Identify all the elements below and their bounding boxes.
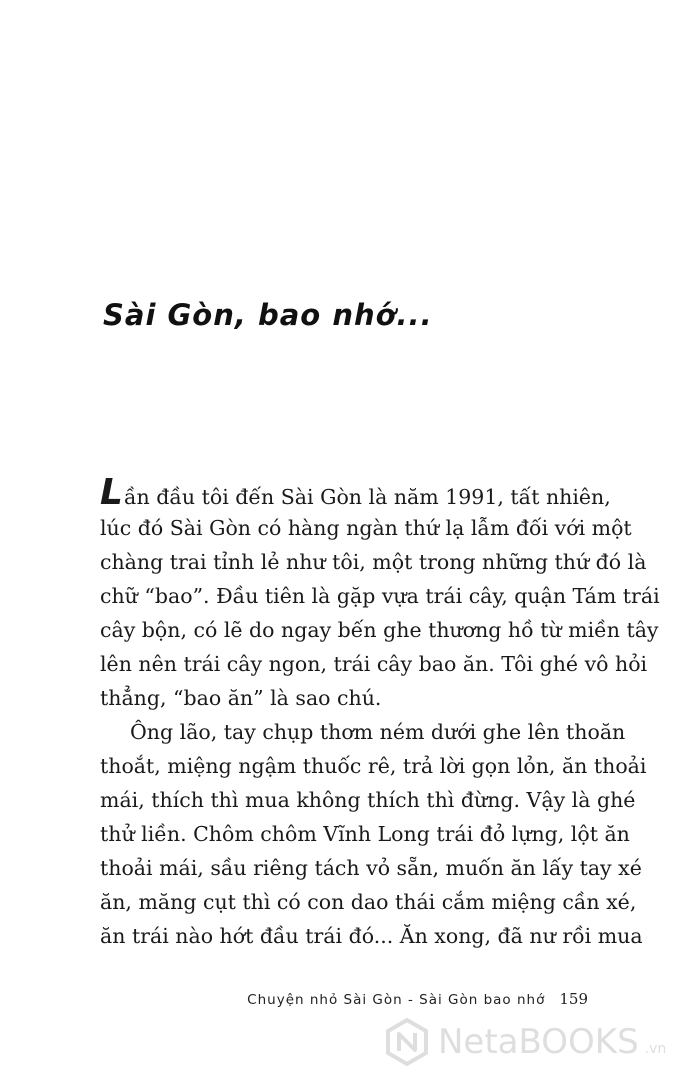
paragraph-1-line-6: lên nên trái cây ngon, trái cây bao ăn. Tôi ghé vô hỏi (100, 652, 648, 676)
line-text: ần đầu tôi đến Sài Gòn là năm 1991, tất nhiên, (123, 485, 611, 509)
paragraph-2-line-1: Ông lão, tay chụp thơm ném dưới ghe lên thoăn (130, 720, 626, 744)
paragraph-2-line-6: ăn, măng cụt thì có con dao thái cắm miệng cần xé, (100, 890, 637, 914)
paragraph-1-line-4: chữ “bao”. Đầu tiên là gặp vựa trái cây, quận Tám trái (100, 584, 660, 608)
watermark (382, 1014, 682, 1070)
paragraph-1-line-1 (100, 472, 611, 513)
paragraph-2-line-5: thoải mái, sầu riêng tách vỏ sẵn, muốn ăn lấy tay xé (100, 856, 642, 880)
paragraph-1-line-5: cây bộn, có lẽ do ngay bến ghe thương hồ từ miền tây (100, 618, 659, 642)
paragraph-1-line-2: lúc đó Sài Gòn có hàng ngàn thứ lạ lẫm đối với một (100, 516, 632, 540)
page-number: 159 (559, 990, 588, 1008)
netabooks-logo-icon (382, 1017, 432, 1067)
paragraph-2-line-4: thử liền. Chôm chôm Vĩnh Long trái đỏ lựng, lột ăn (100, 822, 630, 846)
watermark-text: NetaBOOKS (438, 1022, 639, 1062)
paragraph-2-line-2: thoắt, miệng ngậm thuốc rê, trả lời gọn lỏn, ăn thoải (100, 754, 647, 778)
paragraph-2-line-7: ăn trái nào hớt đầu trái đó... Ăn xong, đã nư rồi mua (100, 924, 643, 948)
paragraph-1-line-7: thẳng, “bao ăn” là sao chú. (100, 686, 382, 710)
chapter-title: Sài Gòn, bao nhớ... (103, 298, 433, 332)
watermark-suffix: .vn (644, 1041, 667, 1057)
paragraph-2-line-3: mái, thích thì mua không thích thì đừng. Vậy là ghé (100, 788, 636, 812)
paragraph-1-line-3: chàng trai tỉnh lẻ như tôi, một trong những thứ đó là (100, 550, 647, 574)
page-footer (247, 990, 588, 1008)
running-title: Chuyện nhỏ Sài Gòn - Sài Gòn bao nhớ (247, 992, 546, 1008)
drop-cap: L (100, 472, 123, 513)
